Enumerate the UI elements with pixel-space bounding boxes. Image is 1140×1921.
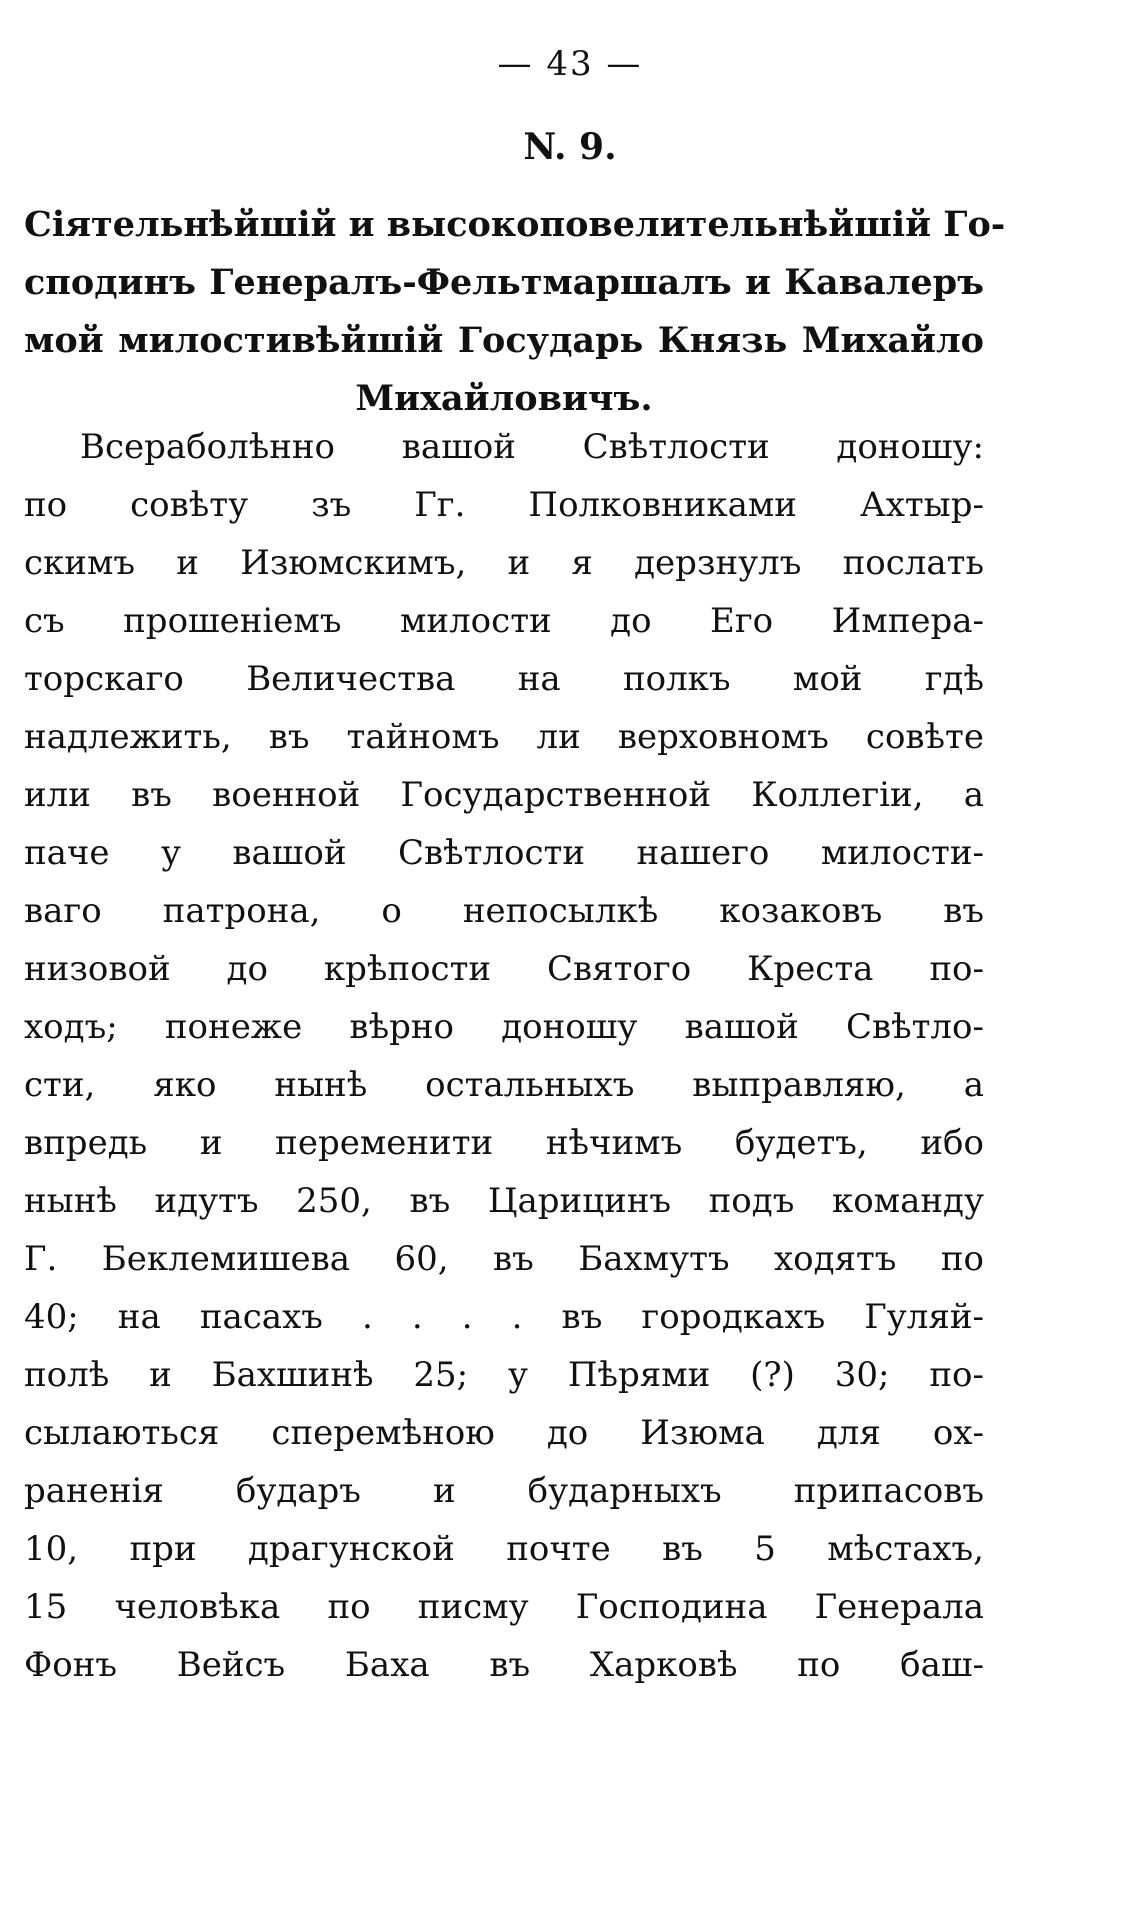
body-line: полѣ и Бахшинѣ 25; у Пѣрями (?) 30; по-	[24, 1355, 984, 1395]
salutation-line: сподинъ Генералъ-Фельтмаршалъ и Кавалеръ	[24, 262, 984, 303]
salutation-line: мой милостивѣйшій Государь Князь Михайло	[24, 320, 984, 361]
salutation-block	[24, 196, 1006, 428]
body-line: съ прошеніемъ милости до Его Импера-	[24, 601, 984, 641]
body-line: скимъ и Изюмскимъ, и я дерзнулъ послать	[24, 543, 984, 583]
body-line: 15 человѣка по писму Господина Генерала	[24, 1587, 984, 1627]
body-line: ходъ; понеже вѣрно доношу вашой Свѣтло-	[24, 1007, 984, 1047]
salutation-line: Сіятельнѣйшій и высокоповелительнѣйшій Го-	[24, 204, 1006, 245]
letter-body	[24, 418, 984, 1694]
body-line: ваго патрона, о непосылкѣ козаковъ въ	[24, 891, 984, 931]
body-line: надлежить, въ тайномъ ли верховномъ совѣте	[24, 717, 984, 757]
body-line: сти, яко нынѣ остальныхъ выправляю, а	[24, 1065, 984, 1105]
page-number: — 43 —	[497, 44, 643, 84]
body-line: паче у вашой Свѣтлости нашего милости-	[24, 833, 984, 873]
body-line: впредь и переменити нѣчимъ будетъ, ибо	[24, 1123, 984, 1163]
body-line: 10, при драгунской почте въ 5 мѣстахъ,	[24, 1529, 984, 1569]
body-line: по совѣту зъ Гг. Полковниками Ахтыр-	[24, 485, 984, 525]
body-line: Всераболѣнно вашой Свѣтлости доношу:	[80, 427, 984, 467]
body-line: Г. Беклемишева 60, въ Бахмутъ ходятъ по	[24, 1239, 984, 1279]
salutation-line: Михайловичъ.	[355, 378, 653, 419]
body-line: Фонъ Вейсъ Баха въ Харковѣ по баш-	[24, 1645, 984, 1685]
body-line: сылаються сперемѣною до Изюма для ох-	[24, 1413, 984, 1453]
body-line: раненія бударъ и бударныхъ припасовъ	[24, 1471, 984, 1511]
body-line: нынѣ идутъ 250, въ Царицинъ подъ команду	[24, 1181, 984, 1221]
body-line: 40; на пасахъ . . . . въ городкахъ Гуляй-	[24, 1297, 984, 1337]
body-line: или въ военной Государственной Коллегіи, а	[24, 775, 984, 815]
body-line: торскаго Величества на полкъ мой гдѣ	[24, 659, 984, 699]
body-line: низовой до крѣпости Святого Креста по-	[24, 949, 984, 989]
document-number: N. 9.	[523, 126, 617, 168]
